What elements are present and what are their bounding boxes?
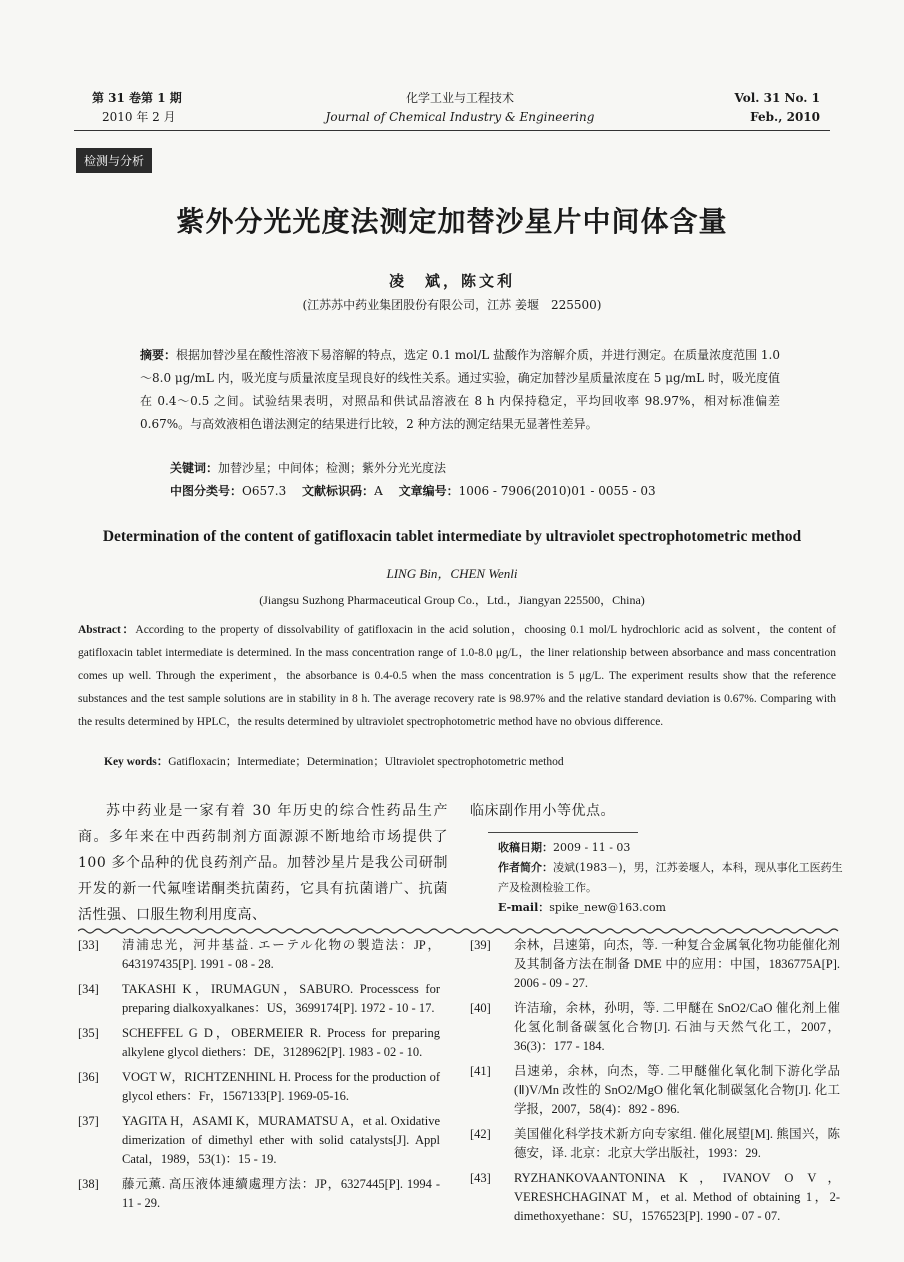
email-value: spike_new@163.com	[549, 901, 666, 914]
reference-item	[470, 1062, 840, 1119]
reference-text: SCHEFFEL G D，OBERMEIER R. Process for preparing alkylene glycol diethers：DE，3128962[P]. 1983 - 02 - 10.	[122, 1026, 440, 1059]
body-text-left: 苏中药业是一家有着 30 年历史的综合性药品生产商。多年来在中西药制剂方面源源不断地给市场提供了 100 多个品种的优良药剂产品。加替沙星片是我公司研制开发的新一代氟喹诺酮类抗菌药，它具有抗菌谱广、抗菌活性强、口服生物利用度高、	[78, 803, 448, 923]
reference-text: 吕速弟，余林，向杰，等. 二甲醚催化氧化制下游化学品(Ⅱ)V/Mn 改性的 SnO2/MgO 催化氧化制碳氢化合物[J]. 化工学报，2007，58(4)：892 - 896.	[514, 1064, 840, 1116]
clc-value: O657.3	[242, 484, 287, 498]
reference-number: [41]	[470, 1064, 491, 1078]
references-right	[470, 936, 840, 1232]
reference-text: RYZHANKOVAANTONINA K，IVANOV O V，VERESHCHAGINAT M，et al. Method of obtaining 1，2-dimethoxyethane：SU，1576523[P]. 1990 - 07 - 07.	[514, 1171, 840, 1223]
reference-number: [38]	[78, 1177, 99, 1191]
title-en: Determination of the content of gatifloxacin tablet intermediate by ultraviolet spectrophotometric method	[102, 528, 802, 545]
keywords-en-label: Key words：	[104, 756, 169, 768]
reference-item	[78, 1112, 440, 1169]
abstract-cn-label: 摘要：	[140, 348, 177, 362]
keywords-cn	[170, 458, 446, 478]
references-left	[78, 936, 440, 1219]
article-value: 1006 - 7906(2010)01 - 0055 - 03	[458, 484, 656, 498]
reference-item	[470, 1169, 840, 1226]
volume-en: Vol. 31 No. 1	[734, 91, 820, 105]
reference-number: [33]	[78, 938, 99, 952]
author-bio	[484, 858, 844, 898]
reference-text: 余林，吕速第，向杰，等. 一种复合金属氧化物功能催化剂及其制备方法在制备 DME 中的应用：中国，1836775A[P]. 2006 - 09 - 27.	[514, 938, 840, 990]
reference-item	[78, 1024, 440, 1062]
clc-label: 中图分类号：	[170, 484, 243, 498]
reference-text: 清浦忠光，河井基益. エーテル化物の製造法：JP，643197435[P]. 1991 - 08 - 28.	[122, 938, 440, 971]
reference-number: [43]	[470, 1171, 491, 1185]
received-value: 2009 - 11 - 03	[553, 841, 631, 854]
keywords-en-text: Gatifloxacin；Intermediate；Determination；Ultraviolet spectrophotometric method	[168, 756, 564, 768]
journal-en: Journal of Chemical Industry & Engineering	[325, 110, 595, 124]
abstract-cn-text: 根据加替沙星在酸性溶液下易溶解的特点，选定 0.1 mol/L 盐酸作为溶解介质，并进行测定。在质量浓度范围 1.0～8.0 μg/mL 内，吸光度与质量浓度呈现良好的线性关系。通过实验，确定加替沙星质量浓度在 5 μg/mL 时，吸光度值在 0.4～0.5 之间。试验结果表明，对照品和供试品溶液在 8 h 内保持稳定，平均回收率 98.97%，相对标准偏差 0.67%。与高效液相色谱法测定的结果进行比较，2 种方法的测定结果无显著性差异。	[140, 348, 780, 431]
reference-item	[78, 1068, 440, 1106]
reference-item	[78, 980, 440, 1018]
reference-number: [37]	[78, 1114, 99, 1128]
reference-item	[470, 1125, 840, 1163]
reference-text: 美国催化科学技术新方向专家组. 催化展望[M]. 熊国兴，陈德安，译. 北京：北京大学出版社，1993：29.	[514, 1127, 840, 1160]
reference-text: YAGITA H，ASAMI K，MURAMATSU A，et al. Oxidative dimerization of dimethyl ether with solid catalysts[J]. Appl Catal，1989，53(1)：15 - 19.	[122, 1114, 440, 1166]
reference-text: 藤元薰. 高压液体連續處理方法：JP，6327445[P]. 1994 - 11 - 29.	[122, 1177, 440, 1210]
reference-item	[78, 936, 440, 974]
reference-number: [36]	[78, 1070, 99, 1084]
title-cn: 紫外分光光度法测定加替沙星片中间体含量	[176, 205, 728, 238]
wavy-divider	[78, 927, 840, 935]
reference-number: [42]	[470, 1127, 491, 1141]
email-label: E-mail：	[498, 901, 550, 914]
section-tag: 检测与分析	[76, 148, 152, 173]
article-label: 文章编号：	[398, 484, 459, 498]
keywords-cn-label: 关键词：	[170, 461, 219, 475]
authors-en: LING Bin，CHEN Wenli	[386, 566, 518, 581]
classification-cn	[170, 481, 656, 501]
date-cn: 2010 年 2 月	[102, 110, 176, 124]
reference-text: 许洁瑜，余林，孙明，等. 二甲醚在 SnO2/CaO 催化剂上催化氢化制备碳氢化合物[J]. 石油与天然气化工，2007，36(3)：177 - 184.	[514, 1001, 840, 1053]
abstract-en	[78, 619, 836, 734]
reference-number: [35]	[78, 1026, 99, 1040]
reference-text: VOGT W，RICHTZENHINL H. Process for the production of glycol ethers：Fr，1567133[P]. 1969-05-16.	[122, 1070, 440, 1103]
reference-item	[78, 1175, 440, 1213]
reference-item	[470, 999, 840, 1056]
received-label: 收稿日期：	[498, 841, 553, 854]
doc-label: 文献标识码：	[302, 484, 375, 498]
reference-number: [34]	[78, 982, 99, 996]
keywords-en	[104, 752, 564, 772]
doc-value: A	[374, 484, 383, 498]
body-text-right: 临床副作用小等优点。	[470, 803, 615, 819]
header-divider	[74, 130, 830, 131]
volume-cn: 第 31 卷第 1 期	[92, 91, 182, 105]
authors-cn: 凌 斌，陈文利	[388, 272, 515, 290]
author-bio-text: 凌斌(1983－)，男，江苏姜堰人，本科，现从事化工医药生产及检测检验工作。	[498, 861, 843, 894]
reference-item	[470, 936, 840, 993]
author-email	[484, 898, 844, 918]
reference-number: [40]	[470, 1001, 491, 1015]
date-en: Feb., 2010	[750, 110, 820, 124]
keywords-cn-text: 加替沙星；中间体；检测；紫外分光光度法	[218, 461, 447, 475]
footnote-divider	[488, 832, 638, 833]
abstract-en-label: Abstract：	[78, 624, 136, 636]
journal-cn: 化学工业与工程技术	[405, 91, 514, 105]
reference-text: TAKASHI K，IRUMAGUN，SABURO. Processcess for preparing dialkoxyalkanes：US，3699174[P]. 1972 - 10 - 17.	[122, 982, 440, 1015]
abstract-en-text: According to the property of dissolvability of gatifloxacin in the acid solution，choosing 0.1 mol/L hydrochloric acid as solvent，the content of gatifloxacin tablet intermediate is determined. In the mass concentration range of 1.0-8.0 μg/L，the liner relationship between absorbance and mass concentration comes up well. Through the experiment，the absorbance is 0.4-0.5 when the mass concentration is 5 μg/L. The experiment results show that the reference substances and the test sample solutions are in stability in 8 h. The average recovery rate is 98.97% and the relative standard deviation is 0.67%. Comparing with the results determined by HPLC，the results determined by ultraviolet spectrophotometric method have no obvious difference.	[78, 624, 837, 728]
affiliation-cn: (江苏苏中药业集团股份有限公司，江苏 姜堰 225500)	[302, 298, 602, 312]
footnotes	[484, 838, 844, 918]
received-date	[484, 838, 844, 858]
header-left	[92, 89, 182, 127]
affiliation-en: (Jiangsu Suzhong Pharmaceutical Group Co.，Ltd.，Jiangyan 225500，China)	[259, 593, 645, 607]
author-bio-label: 作者简介：	[498, 861, 553, 874]
header-center	[300, 89, 620, 127]
reference-number: [39]	[470, 938, 491, 952]
header-right	[735, 89, 820, 127]
abstract-cn	[140, 344, 780, 436]
